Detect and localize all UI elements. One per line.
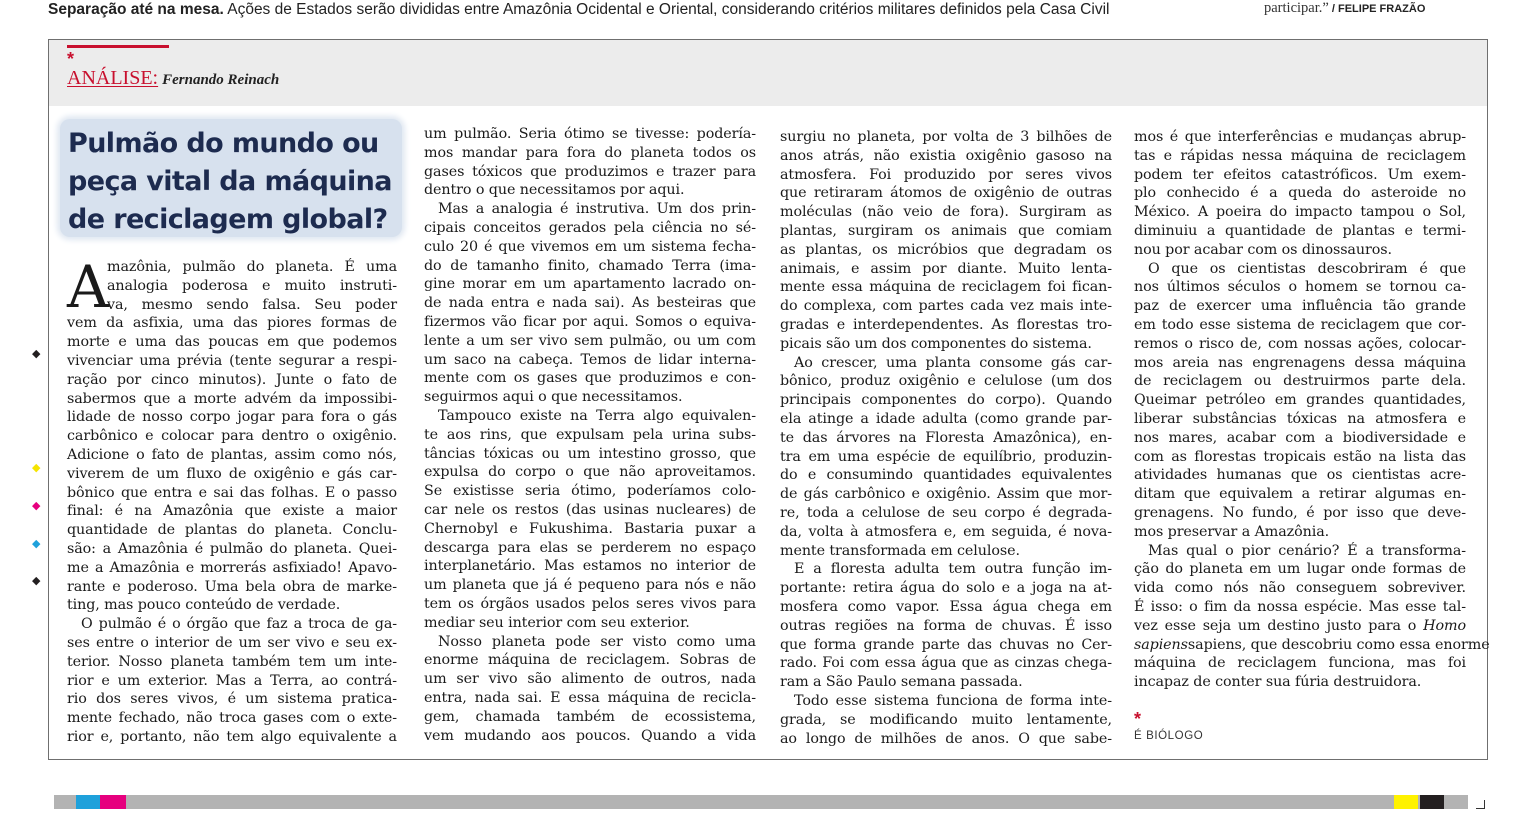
text-line: gases tóxicos que produzimos e trazer para (424, 163, 756, 180)
text-line: Queimar petróleo em grandes quantidades, (1134, 392, 1466, 409)
text-line: quantidade de plantas do planeta. Conclu- (67, 522, 397, 539)
text-line: rado. Foi com essa água que as cinzas chega- (780, 655, 1112, 672)
text-line: tâncias tóxicas ou um intestino grosso, que (424, 445, 756, 462)
text-line: re, toda a celulose de seu corpo é degrada- (780, 504, 1112, 521)
black-swatch (1420, 795, 1444, 809)
top-headline-bold: Separação até na mesa. (48, 1, 224, 18)
registration-diamond-icon: ◆ (32, 537, 41, 550)
text-line: ração por cinco minutos). Junte o fato de (67, 371, 397, 388)
text-line: mos mandar para fora do planeta todos os (424, 144, 756, 161)
text-line: mente transformada em celulose. (780, 542, 1020, 559)
text-line: mos areia nas engrenagens dessa máquina (1134, 354, 1466, 371)
text-line: outras regiões na forma de chuvas. É isso (780, 617, 1112, 634)
text-line: rio dos seres vivos, é um sistema pratica- (67, 691, 397, 708)
section-label-line (67, 67, 279, 90)
article-column-4 (1134, 128, 1490, 692)
text-line: gine morar em um apartamento lacrado on- (424, 276, 756, 293)
text-line: vida como nós não conseguem sobreviver. (1134, 580, 1466, 597)
text-line: cipais conceitos gerados pela ciência no sé- (424, 219, 756, 236)
text-line: lidade de nosso corpo jogar para fora o gás (67, 409, 397, 426)
text-line: analogia poderosa e muito instruti- (107, 277, 397, 294)
text-line: moléculas (não veio de fora). Surgiram as (780, 204, 1112, 221)
text-line: grada, se modificando muito lentamente, (780, 711, 1112, 728)
text-line: rante e poderoso. Uma bela obra de marke- (67, 578, 397, 595)
text-line: O pulmão é o órgão que faz a troca de ga- (81, 616, 397, 633)
text-fragment: sapiens, que descobriu como essa enorme (1187, 636, 1490, 653)
text-line: mediar seu interior com seu exterior. (424, 614, 690, 631)
text-line: rior e um exterior. Mas a Terra, ao contrá- (67, 672, 397, 689)
registration-diamond-icon: ◆ (32, 461, 41, 474)
text-line: vivenciar uma prévia (tente segurar a respi- (67, 352, 397, 369)
text-line: tem os órgãos usados pelos seres vivos para (424, 595, 756, 612)
text-line: vem mudando aos poucos. Quando a vida (424, 727, 756, 744)
section-asterisk-icon: * (67, 49, 75, 69)
text-line: carbônico e colocar para dentro o oxigênio. (67, 428, 397, 445)
text-line: ela atinge a idade adulta (como grande par- (780, 410, 1112, 427)
yellow-swatch (1394, 795, 1418, 809)
text-line: Mas qual o pior cenário? É a transforma- (1148, 542, 1466, 559)
text-line: Ao crescer, uma planta consome gás car- (794, 354, 1112, 371)
text-line: É isso: o fim da nossa espécie. Mas esse tal- (1134, 598, 1466, 615)
article-panel (48, 39, 1488, 760)
text-line: Todo esse sistema funciona de forma inte- (794, 692, 1112, 709)
text-line: ção do planeta em um lugar onde formas de (1134, 561, 1466, 578)
text-line: atividades humanas que os cientistas acre- (1134, 467, 1466, 484)
text-line: ditam que equivalem a retirar algumas en- (1134, 486, 1466, 503)
text-line: enorme máquina de reciclagem. Sobras de (424, 652, 756, 669)
text-line: terior. Nosso planeta também tem um inte- (67, 653, 397, 670)
text-line: interplanetário. Mas estamos no interior de (424, 558, 756, 575)
text-line: va, mesmo sendo falsa. Seu poder (107, 296, 397, 313)
text-line: podem ter efeitos catastróficos. Um exem- (1134, 166, 1466, 183)
text-line (1134, 636, 1490, 655)
text-line: Adicione o fato de plantas, assim como nós, (67, 446, 397, 463)
headline-line: peça vital da máquina (68, 166, 392, 197)
text-line: Tampouco existe na Terra algo equivalen- (438, 407, 756, 424)
registration-diamond-icon: ◆ (32, 499, 41, 512)
text-line: nos últimos séculos o homem se tornou ca- (1134, 279, 1466, 296)
section-rule (67, 45, 169, 48)
text-line: picais são um dos componentes do sistema. (780, 335, 1092, 352)
text-line: um pulmão. Seria ótimo se tivesse: podería- (424, 126, 756, 142)
text-line: mosfera como vapor. Essa água chega em (780, 598, 1112, 615)
italic-term: Homo (1423, 617, 1466, 634)
text-line: grenagens. No fundo, é por isso que deve- (1134, 504, 1466, 521)
text-line: liberar substâncias tóxicas na atmosfera e (1134, 410, 1466, 427)
text-line: mos preservar a Amazônia. (1134, 523, 1330, 540)
top-quote-credit: / FELIPE FRAZÃO (1328, 3, 1426, 15)
text-line: plantas, surgiram os animais que comiam (780, 222, 1112, 239)
text-line: da, volta à atmosfera e, em seguida, é nova- (780, 523, 1112, 540)
top-quote-tail: participar.” (1264, 0, 1329, 16)
text-fragment: vez esse seja um destino justo para o (1134, 617, 1424, 634)
top-strip (0, 0, 1536, 22)
headline-line: Pulmão do mundo ou (68, 128, 379, 159)
text-line: mente essa máquina de reciclagem foi fican- (780, 279, 1112, 296)
text-line: são: a Amazônia é pulmão do planeta. Quei- (67, 540, 397, 557)
cyan-swatch (76, 795, 100, 809)
text-line: bônico, produz oxigênio e celulose (um dos (780, 373, 1112, 390)
top-quote (1264, 0, 1484, 17)
text-line: me a Amazônia e morrerás asfixiado! Apavo- (67, 559, 397, 576)
text-line: nos mares, acabar com a biodiversidade e (1134, 429, 1466, 446)
text-line: do de tamanho finito, chamado Terra (ima- (424, 257, 756, 274)
text-line: O que os cientistas descobriram é que (1148, 260, 1466, 277)
text-line: mente com os gases que produzimos e con- (424, 370, 756, 387)
text-line: E a floresta adulta tem outra função im- (794, 561, 1112, 578)
text-line: Nosso planeta pode ser visto como uma (438, 633, 756, 650)
text-line: que retiraram átomos de oxigênio de outras (780, 185, 1112, 202)
text-line: tra em uma espécie de equilíbrio, produzin- (780, 448, 1112, 465)
printer-color-bar (54, 795, 1468, 809)
text-line: em todo esse sistema de reciclagem que cor- (1134, 316, 1466, 333)
text-line: viverem de um fluxo de oxigênio e gás car- (67, 465, 397, 482)
text-line: que forma grande parte das chuvas no Cer- (780, 636, 1112, 653)
text-line: vem da asfixia, uma das piores formas de (67, 315, 397, 332)
text-line: um saco na cabeça. Temos de lidar interna- (424, 351, 756, 368)
crop-mark-icon (1476, 800, 1485, 809)
text-line: diminuiu a quantidade de plantas e termi- (1134, 222, 1466, 239)
text-line: máquina de reciclagem funciona, mas foi (1134, 655, 1466, 672)
text-line: te das árvores na Floresta Amazônica), en- (780, 429, 1112, 446)
registration-marks (32, 348, 44, 588)
text-line: plo conhecido é a queda do asteroide no (1134, 185, 1466, 202)
text-line: principais componentes do corpo). Quando (780, 392, 1112, 409)
registration-diamond-icon: ◆ (32, 347, 41, 360)
text-line: expulsa do corpo o que não aproveitamos. (424, 464, 756, 481)
author-name: Fernando Reinach (162, 72, 280, 88)
article-column-2 (424, 125, 756, 745)
section-header (49, 40, 1487, 106)
text-line: bônico que entra e sai das folhas. E o passo (67, 484, 397, 501)
text-line: lente a um ser vivo sem pulmão, ou um com (424, 332, 756, 349)
text-line: final: é na Amazônia que existe a maior (67, 503, 397, 520)
text-line: mente fechado, não troca gases com o exte- (67, 710, 397, 727)
drop-cap: A (67, 253, 109, 321)
registration-diamond-icon: ◆ (32, 574, 41, 587)
magenta-swatch (100, 795, 126, 809)
text-line: mazônia, pulmão do planeta. É uma (107, 259, 397, 275)
text-line: car nele os restos (das usinas nucleares) de (424, 501, 756, 518)
text-line: as plantas, os micróbios que degradam os (780, 241, 1112, 258)
text-line: de reciclagem ou destruirmos parte dela. (1134, 373, 1466, 390)
text-line: do e consumindo quantidades equivalentes (780, 467, 1112, 484)
text-line: atmosfera. Foi produzido por seres vivos (780, 166, 1112, 183)
text-line: um ser vivo são alimento de outros, nada (424, 671, 756, 688)
text-line: remos o risco de, com nossas ações, colocar- (1134, 335, 1466, 352)
italic-term: sapiens (1134, 636, 1188, 653)
text-line: ram a São Paulo semana passada. (780, 674, 1023, 691)
text-line: gem, chamada também de ecossistema, (424, 708, 756, 725)
text-line: anos atrás, não existia oxigênio gasoso na (780, 147, 1112, 164)
text-line: de nada entra e nada sai). As besteiras que (424, 295, 756, 312)
text-line: ao longo de milhões de anos. O que sabe- (780, 730, 1112, 747)
author-byline: É BIÓLOGO (1134, 730, 1204, 742)
text-line: seguirmos aqui o que necessitamos. (424, 389, 683, 406)
text-line: rior e, portanto, não tem algo equivalente a (67, 728, 397, 745)
text-line: com as florestas tropicais estão na lista das (1134, 448, 1466, 465)
text-line: um planeta que já é pequeno para nós e não (424, 577, 756, 594)
text-line: te aos rins, que expulsam pela urina subs- (424, 426, 756, 443)
text-line: entra, nada sai. E essa máquina de recicla- (424, 689, 756, 706)
text-line: portante: retira água do solo e a joga na at- (780, 580, 1112, 597)
text-line: morte e uma das poucas em que podemos (67, 334, 397, 351)
top-headline (48, 0, 1248, 20)
text-line: paz de exercer uma influência tão grande (1134, 298, 1466, 315)
text-line: dentro o que necessitamos por aqui. (424, 182, 685, 199)
text-line: de gás carbônico e oxigênio. Assim que mor- (780, 486, 1112, 503)
end-asterisk-icon: * (1134, 709, 1142, 729)
text-line: surgiu no planeta, por volta de 3 bilhões de (780, 129, 1112, 145)
text-line: incapaz de conter sua fúria destruidora. (1134, 674, 1422, 691)
text-line: gradas e interdependentes. As florestas tro- (780, 316, 1112, 333)
text-line: fizermos vão ficar por aqui. Somos o equiva- (424, 313, 756, 330)
text-line: do complexa, com partes cada vez mais inte- (780, 298, 1112, 315)
text-line: descarga para elas se perderem no espaço (424, 539, 756, 556)
section-label: ANÁLISE: (67, 67, 159, 89)
text-line: ting, mas pouco conteúdo de verdade. (67, 597, 341, 614)
text-line: Mas a analogia é instrutiva. Um dos prin- (438, 201, 756, 218)
text-line: México. A poeira do impacto tampou o Sol, (1134, 204, 1466, 221)
text-line: Chernobyl e Fukushima. Bastaria puxar a (424, 520, 756, 537)
text-line: nou por acabar com os dinossauros. (1134, 241, 1392, 258)
text-line: sabermos que a morte advém da impossibi- (67, 390, 397, 407)
headline-line: de reciclagem global? (68, 204, 388, 235)
text-line: tas e rápidas nessa máquina de reciclagem (1134, 147, 1466, 164)
article-column-3 (780, 128, 1112, 748)
top-headline-text: Ações de Estados serão divididas entre Amazônia Ocidental e Oriental, considerando critérios militares definidos pela Casa Civil (223, 1, 1110, 18)
text-line: animais, e assim por diante. Muito lenta- (780, 260, 1112, 277)
text-line (1134, 617, 1466, 636)
text-line: culo 20 é que vivemos em um sistema fecha- (424, 238, 756, 255)
text-line: ses entre o interior de um ser vivo e seu ex- (67, 634, 397, 651)
article-column-1 (67, 253, 397, 747)
text-line: Se existisse seria ótimo, poderíamos colo- (424, 483, 756, 500)
text-line: mos é que interferências e mudanças abrup- (1134, 129, 1466, 145)
headline-box (60, 119, 402, 237)
